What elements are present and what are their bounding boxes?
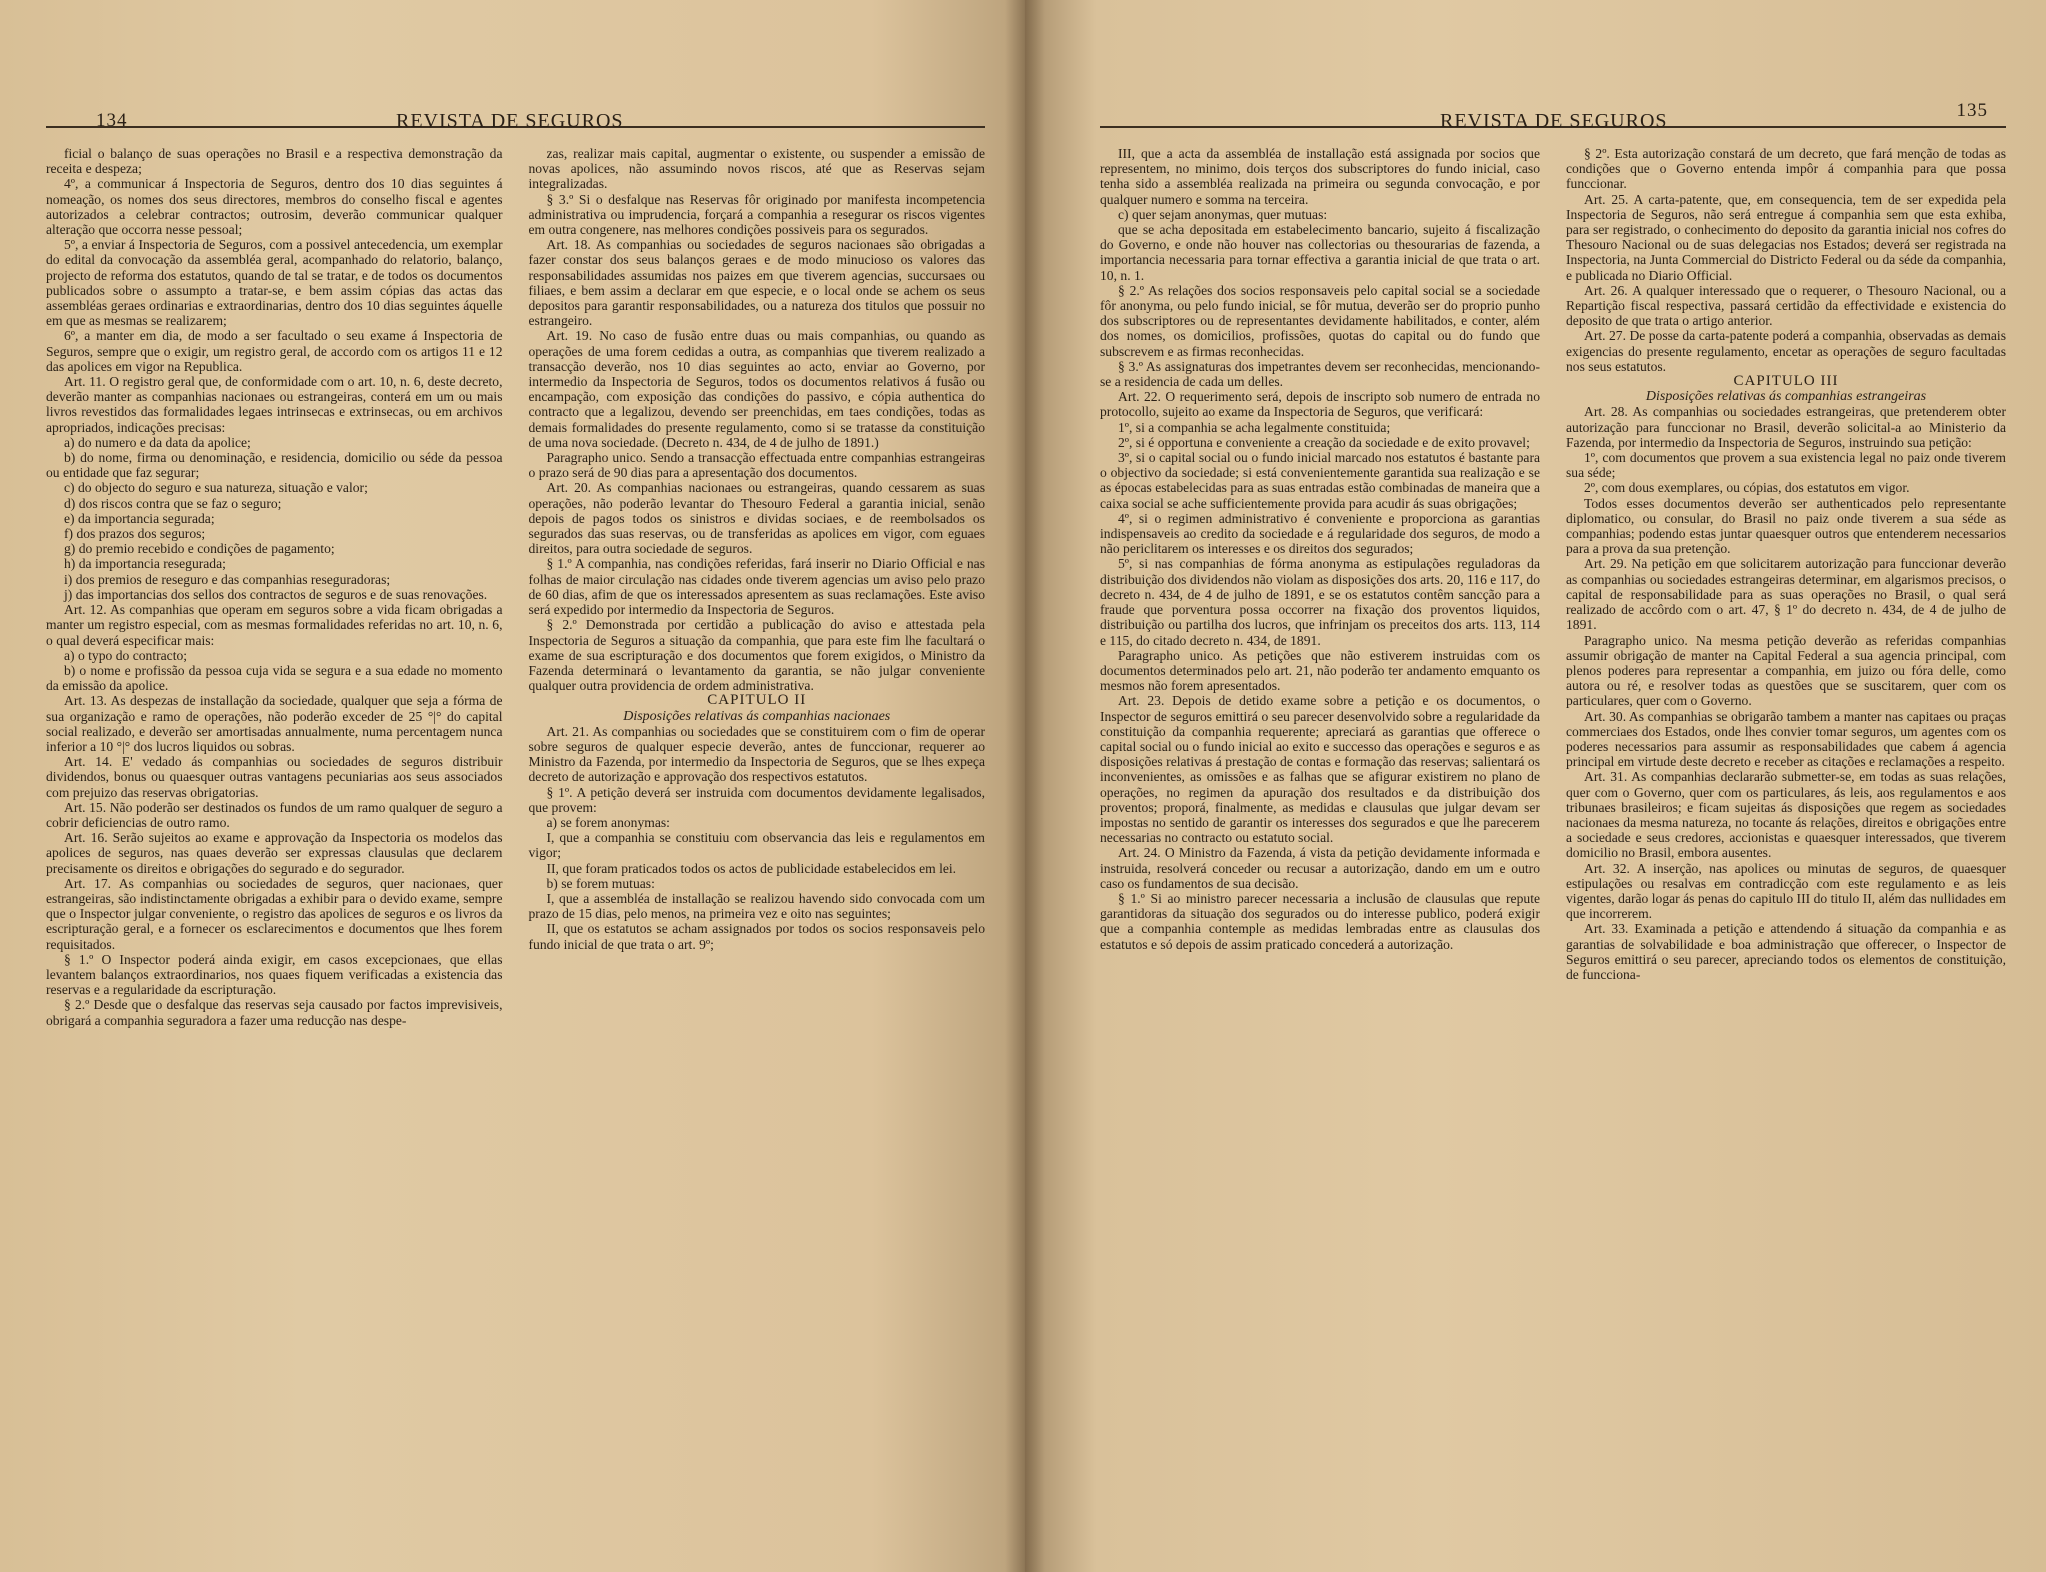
paragraph: 5º, si nas companhias de fórma anonyma as estipulações reguladoras da distribuição dos dividendos não violam as disposições dos arts. 20, 116 e 117, do decreto n. 434, de 4 de julho de 1891, e se os estatutos contêm sancção para a fraude que porventura possa occorrer na fixação dos proventos liquidos, distribuição ou partilha dos lucros, que infrinjam os preceitos dos arts. 113, 114 e 115, do citado decreto n. 434, de 1891. [1100, 556, 1540, 648]
paragraph: Art. 22. O requerimento será, depois de inscripto sob numero de entrada no protocollo, sujeito ao exame da Inspectoria de Seguros, que verificará: [1100, 389, 1540, 420]
paragraph: Art. 30. As companhias se obrigarão tambem a manter nas capitaes ou praças commerciaes dos Estados, onde lhes convier tomar seguros, um agentes com os poderes necessarios para assumir as responsabilidades que cabem á agencia principal em virtude deste decreto e receber as citações e reclamações a respeito. [1566, 708, 2006, 770]
paragraph: Todos esses documentos deverão ser authenticados pelo representante diplomatico, ou consular, do Brasil no paiz onde tiverem a sua séde as companhias; podendo estas juntar quaesquer outros que entenderem necessarios para a prova da sua pretenção. [1566, 495, 2006, 557]
paragraph: a) se forem anonymas: [546, 814, 670, 830]
paragraph: Paragrapho unico. As petições que não estiverem instruidas com os documentos determinados pelo art. 21, não poderão ter andamento emquanto os mesmos não forem apresentados. [1100, 647, 1540, 694]
paragraph: 6º, a manter em dia, de modo a ser facultado o seu exame á Inspectoria de Seguros, sempre que o exigir, um registro geral, de accordo com os artigos 11 e 12 das apolices em vigor na Republica. [46, 328, 503, 374]
right-running-head [1100, 96, 2006, 132]
right-column-2-text-b [1566, 404, 2006, 982]
left-column-2-text-a [529, 146, 986, 693]
paragraph: § 2.º Desde que o desfalque das reservas seja causado por factos imprevisiveis, obrigará a companhia seguradora a fazer uma reducção nas despe- [46, 997, 503, 1028]
paragraph: 4º, si o regimen administrativo é conveniente e proporciona as garantias indispensaveis ao credito da sociedade e á regularidade dos seguros, de modo a não periclitarem os interesses e os direitos dos segurados; [1100, 510, 1540, 557]
paragraph: II, que os estatutos se acham assignados por todos os socios responsaveis pelo fundo inicial de que trata o art. 9º; [528, 921, 985, 952]
left-column-1 [46, 146, 503, 1028]
paragraph: II, que foram praticados todos os actos de publicidade estabelecidos em lei. [546, 860, 957, 876]
paragraph: Paragrapho unico. Sendo a transacção effectuada entre companhias estrangeiras o prazo será de 90 dias para a apresentação dos documentos. [528, 450, 985, 481]
paragraph: c) quer sejam anonymas, quer mutuas: [1118, 206, 1328, 222]
paragraph: Art. 19. No caso de fusão entre duas ou mais companhias, ou quando as operações de uma forem cedidas a outra, as companhias que tiverem realizado a transacção deverão, nos 10 dias seguintes ao acto, enviar ao Governo, por intermedio da Inspectoria de Seguros, todos os documentos relativos á fusão ou encampação, com exposição das condições do passivo, e cópia authentica do contracto que a legalizou, devendo ser preenchidas, em taes condições, todas as demais formalidades do presente regulamento, como si se tratasse da constituição de uma nova sociedade. (Decreto n. 434, de 4 de julho de 1891.) [528, 328, 985, 450]
paragraph: § 3.º As assignaturas dos impetrantes devem ser reconhecidas, mencionando-se a residencia de cada um delles. [1100, 358, 1540, 390]
paragraph: f) dos prazos dos seguros; [64, 526, 206, 542]
paragraph: § 1.º A companhia, nas condições referidas, fará inserir no Diario Official e nas folhas de maior circulação nas cidades onde tiverem agencias um aviso pelo prazo de 60 dias, afim de que os interessados apresentem as suas reclamações. Este aviso será expedido por intermedio da Inspectoria de Seguros. [528, 556, 985, 618]
paragraph: Art. 32. A inserção, nas apolices ou minutas de seguros, de quaesquer estipulações ou resalvas em contradicção com este regulamento e as leis vigentes, darão logar ás penas do capitulo III do titulo II, além das nullidades em que incorrerem. [1566, 860, 2006, 922]
right-column-1 [1100, 146, 1540, 982]
paragraph: Art. 18. As companhias ou sociedades de seguros nacionaes são obrigadas a fazer constar dos seus balanços geraes e de modo minucioso os valores das responsabilidades assumidas nos paizes em que tiverem agencias, succursaes ou filiaes, e bem assim a declarar em que especie, e o local onde se achem os seus depositos para garantir responsabilidades, ou a natureza dos titulos que possuir no estrangeiro. [528, 237, 985, 329]
paragraph: 1º, com documentos que provem a sua existencia legal no paiz onde tiverem sua séde; [1566, 450, 2006, 481]
paragraph: Art. 15. Não poderão ser destinados os fundos de um ramo qualquer de seguro a cobrir deficiencias de outro ramo. [46, 799, 503, 830]
paragraph: Paragrapho unico. Na mesma petição deverão as referidas companhias assumir obrigação de manter na Capital Federal a sua agencia principal, com plenos poderes para representar a companhia, em juizo ou fóra delle, como autora ou ré, e resolver todas as questões que se suscitarem, quer com os particulares, quer com o Governo. [1566, 632, 2006, 709]
paragraph: Art. 27. De posse da carta-patente poderá a companhia, observadas as demais exigencias do presente regulamento, encetar as operações de seguro facultadas nos seus estatutos. [1566, 328, 2006, 374]
paragraph: que se acha depositada em estabelecimento bancario, sujeito á fiscalização do Governo, e onde não houver nas collectorias ou thesourarias de fazenda, a importancia necessaria para tornar effectiva a garantia inicial de que trata o art. 10, n. 1. [1100, 222, 1540, 283]
paragraph: c) do objecto do seguro e sua natureza, situação e valor; [64, 480, 368, 496]
right-column-2 [1566, 146, 2006, 982]
paragraph: Art. 16. Serão sujeitos ao exame e approvação da Inspectoria os modelos das apolices de seguros, nas quaes deverão ser expressas clausulas que declarem precisamente os direitos e obrigações do segurado e do segurador. [46, 830, 503, 876]
paragraph: Art. 26. A qualquer interessado que o requerer, o Thesouro Nacional, ou a Repartição fiscal respectiva, passará certidão da effectividade e existencia do deposito de que trata o artigo anterior. [1566, 282, 2006, 329]
right-page [1025, 0, 2046, 1572]
paragraph: Art. 33. Examinada a petição e attendendo á situação da companhia e as garantias de solvabilidade e boa administração que offerecer, o Inspector de Seguros emittirá o seu parecer, apreciando todos os elementos de constituição, de funcciona- [1566, 921, 2006, 982]
paragraph: a) do numero e da data da apolice; [64, 434, 251, 450]
paragraph: h) da importancia resegurada; [64, 556, 226, 572]
paragraph: 4º, a communicar á Inspectoria de Seguros, dentro dos 10 dias seguintes á nomeação, os nomes dos seus directores, membros do conselho fiscal e agentes autorizados a celebrar contractos; outrosim, deverão communicar qualquer alteração que occorra nesse pessoal; [46, 176, 503, 238]
paragraph: 3º, si o capital social ou o fundo inicial marcado nos estatutos é bastante para o objectivo da sociedade; si está convenientemente garantida sua realização e se as épocas estabelecidas para as suas entradas estão combinadas de maneira que a caixa social se ache sufficientemente provida para acudir ás suas obrigações; [1100, 450, 1540, 511]
paragraph: e) da importancia segurada; [64, 510, 215, 526]
right-columns [1100, 146, 2006, 982]
paragraph: d) dos riscos contra que se faz o seguro; [64, 495, 282, 511]
paragraph: i) dos premios de reseguro e das companhias reseguradoras; [64, 571, 391, 587]
chapter-3-title: CAPITULO III [1733, 373, 1839, 390]
paragraph: 2º, si é opportuna e conveniente a creação da sociedade e de exito provavel; [1118, 434, 1530, 450]
left-columns [46, 146, 985, 1028]
paragraph: 2º, com dous exemplares, ou cópias, dos estatutos em vigor. [1584, 480, 1910, 496]
right-page-number: 135 [1956, 100, 1988, 121]
paragraph: § 1.º Si ao ministro parecer necessaria a inclusão de clausulas que repute garantidoras da situação dos segurados ou do interesse publico, poderá exigir que a companhia contemple as medidas lembradas entre as clausulas dos estatutos e só depois de assim praticado concederá a autorização. [1100, 890, 1540, 952]
left-running-title: REVISTA DE SEGUROS [396, 110, 624, 132]
left-column-2 [529, 146, 986, 1028]
chapter-2-subtitle: Disposições relativas ás companhias nacionaes [623, 708, 891, 724]
paragraph: b) o nome e profissão da pessoa cuja vida se segura e a sua edade no momento da emissão da apolice. [46, 662, 503, 694]
paragraph: Art. 29. Na petição em que solicitarem autorização para funccionar deverão as companhias ou sociedades estrangeiras determinar, em algarismos precisos, o capital de responsabilidade para as suas operações no Brasil, o qual será realizado de accôrdo com o art. 47, § 1º do decreto n. 434, de 4 de julho de 1891. [1566, 556, 2006, 633]
right-column-2-text-a [1566, 146, 2006, 374]
right-running-title: REVISTA DE SEGUROS [1440, 110, 1668, 132]
paragraph: Art. 23. Depois de detido exame sobre a petição e os documentos, o Inspector de seguros emittirá o seu parecer desenvolvido sobre a regularidade da constituição da companhia requerente; apreciará as garantias que offerece o capital social ou o fundo inicial ao exito e successo das operações e seguros e as disposições relativas á prestação de contas e formação das reservas; salientará os inconvenientes, as omissões e as falhas que se afigurar existirem no plano de operações, no regimen da apuração dos resultados e da distribuição dos proventos; proporá, finalmente, as medidas e clausulas que julgar devam ser impostas no sentido de garantir os interesses dos segurados e que lhe parecerem necessarias no contracto ou estatuto social. [1100, 693, 1540, 846]
paragraph: 5º, a enviar á Inspectoria de Seguros, com a possivel antecedencia, um exemplar do edital da convocação da assembléa geral, acompanhado do relatorio, balanço, projecto de reforma dos estatutos, quando de tal se tratar, e de todos os documentos publicados sobre o assumpto a tratar-se, e bem assim cópias das actas das assembléas geraes ordinarias e extraordinarias, dentro dos 10 dias seguintes áquelle em que as mesmas se realizarem; [46, 237, 503, 329]
paragraph: Art. 21. As companhias ou sociedades que se constituirem com o fim de operar sobre seguros de qualquer especie deverão, antes de funccionar, requerer ao Ministro da Fazenda, por intermedio da Inspectoria de Seguros, que se lhes expeça decreto de autorização e approvação dos respectivos estatutos. [528, 723, 985, 785]
paragraph: 1º, si a companhia se acha legalmente constituida; [1118, 419, 1391, 435]
paragraph: Art. 31. As companhias declararão submetter-se, em todas as suas relações, quer com o Governo, quer com os particulares, ás leis, aos regulamentos e aos tribunaes brasileiros; e ficam sujeitas ás disposições que regem as sociedades nacionaes da mesma natureza, no tocante ás relações, direitos e obrigações entre a sociedade e seus credores, accionistas e quaesquer interessados, que tiverem domicilio no Brasil, embora ausentes. [1566, 769, 2006, 861]
chapter-3-subtitle: Disposições relativas ás companhias estrangeiras [1645, 389, 1927, 405]
left-page-number: 134 [96, 110, 128, 131]
paragraph: § 2º. Esta autorização constará de um decreto, que fará menção de todas as condições que o Governo entenda impôr á companhia para que possa funccionar. [1566, 146, 2006, 192]
paragraph: j) das importancias dos sellos dos contractos de seguros e de suas renovações. [64, 586, 488, 602]
paragraph: b) se forem mutuas: [546, 875, 655, 891]
chapter-2-title: CAPITULO II [707, 692, 807, 709]
paragraph: Art. 25. A carta-patente, que, em consequencia, tem de ser expedida pela Inspectoria de Seguros, não será entregue á companhia sem que esta exhiba, para ser registrado, o conhecimento do deposito da garantia inicial nos cofres do Thesouro Nacional ou de suas delegacias nos Estados; deverá ser registrada na Inspectoria, na Junta Commercial do Districto Federal ou da séde da companhia, e publicada no Diario Official. [1566, 191, 2006, 283]
paragraph: Art. 13. As despezas de installação da sociedade, qualquer que seja a fórma de sua organização e ramo de operações, não poderão exceder de 25 °|° do capital social realizado, e deverão ser amortisadas annualmente, numa percentagem nunca inferior a 10 °|° dos lucros liquidos ou sobras. [46, 693, 503, 754]
paragraph: a) o typo do contracto; [64, 647, 188, 663]
paragraph: I, que a companhia se constituiu com observancia das leis e regulamentos em vigor; [528, 830, 985, 861]
paragraph: I, que a assembléa de installação se realizou havendo sido convocada com um prazo de 15 dias, pelo menos, na primeira vez e oito nas seguintes; [528, 890, 985, 922]
paragraph: Art. 14. E' vedado ás companhias ou sociedades de seguros distribuir dividendos, bonus ou quaesquer outras vantagens pecuniarias aos seus associados com prejuizo das reservas obrigatorias. [46, 754, 503, 800]
paragraph: ficial o balanço de suas operações no Brasil e a respectiva demonstração da receita e despeza; [46, 146, 503, 177]
paragraph: Art. 12. As companhias que operam em seguros sobre a vida ficam obrigadas a manter um registro especial, com as mesmas formalidades referidas no art. 10, n. 6, o qual deverá especificar mais: [46, 602, 503, 648]
paragraph: § 2.º Demonstrada por certidão a publicação do aviso e attestada pela Inspectoria de Seguros a situação da companhia, que para este fim lhe facultará o exame de sua escripturação e dos documentos que forem exigidos, o Ministro da Fazenda determinará o levantamento da garantia, se não julgar conveniente qualquer outra providencia de ordem administrativa. [528, 617, 985, 694]
paragraph: zas, realizar mais capital, augmentar o existente, ou suspender a emissão de novas apolices, não assumindo novos riscos, até que as Reservas sejam integralizadas. [528, 146, 985, 192]
paragraph: § 1.º O Inspector poderá ainda exigir, em casos excepcionaes, que ellas levantem balanços extraordinarios, nos quaes fiquem verificadas a existencia das reservas e a regularidade da escripturação. [46, 951, 503, 998]
paragraph: III, que a acta da assembléa de installação está assignada por socios que representem, no minimo, dois terços dos subscriptores do fundo inicial, caso tenha sido a assembléa realizada na primeira ou segunda convocação, e por qualquer numero e somma na terceira. [1100, 146, 1540, 207]
paragraph: Art. 20. As companhias nacionaes ou estrangeiras, quando cessarem as suas operações, não poderão levantar do Thesouro Federal a garantia inicial, senão depois de pagos todos os sinistros e dividas sociaes, e de reembolsados os segurados das suas reservas, ou de transferidas as apolices em vigor, com eguaes direitos, para outra sociedade de seguros. [528, 480, 985, 557]
left-running-head [46, 96, 985, 132]
paragraph: § 1º. A petição deverá ser instruida com documentos devidamente legalisados, que provem: [528, 784, 985, 815]
paragraph: g) do premio recebido e condições de pagamento; [64, 541, 335, 557]
paragraph: § 2.º As relações dos socios responsaveis pelo capital social se a sociedade fôr anonyma, ou pelo fundo inicial, se fôr mutua, deverão ser do proprio punho dos subscriptores ou de representantes devidamente habilitados, e conter, além dos nomes, os domicilios, profissões, quotas do capital ou do fundo que subscrevem e as firmas reconhecidas. [1100, 282, 1540, 359]
left-column-2-text-b [529, 724, 986, 952]
paragraph: Art. 28. As companhias ou sociedades estrangeiras, que pretenderem obter autorização para funccionar no Brasil, deverão solicital-a ao Ministerio da Fazenda, por intermedio da Inspectoria de Seguros, instruindo sua petição: [1566, 404, 2006, 450]
paragraph: Art. 11. O registro geral que, de conformidade com o art. 10, n. 6, deste decreto, deverão manter as companhias nacionaes ou estrangeiras, conterá em um ou mais livros revestidos das formalidades legaes intrinsecas e extrinsecas, ou em archivos apropriados, indicações precisas: [46, 374, 503, 435]
paragraph: b) do nome, firma ou denominação, e residencia, domicilio ou séde da pessoa ou entidade que faz segurar; [46, 450, 503, 481]
paragraph: § 3.º Si o desfalque nas Reservas fôr originado por manifesta incompetencia administrativa ou imprudencia, forçará a companhia a resegurar os riscos vigentes em outra congenere, nas melhores condições possiveis para os segurados. [528, 191, 985, 238]
paragraph: Art. 24. O Ministro da Fazenda, á vista da petição devidamente informada e instruida, resolverá conceder ou recusar a autorização, dando em um e outro caso os fundamentos de sua decisão. [1100, 845, 1540, 891]
paragraph: Art. 17. As companhias ou sociedades de seguros, quer nacionaes, quer estrangeiras, são indistinctamente obrigadas a exhibir para o devido exame, sempre que o Inspector julgar conveniente, o registro das apolices de seguros e os livros da escripturação geral, e a fornecer os esclarecimentos e documentos que lhes forem requisitados. [46, 875, 503, 952]
